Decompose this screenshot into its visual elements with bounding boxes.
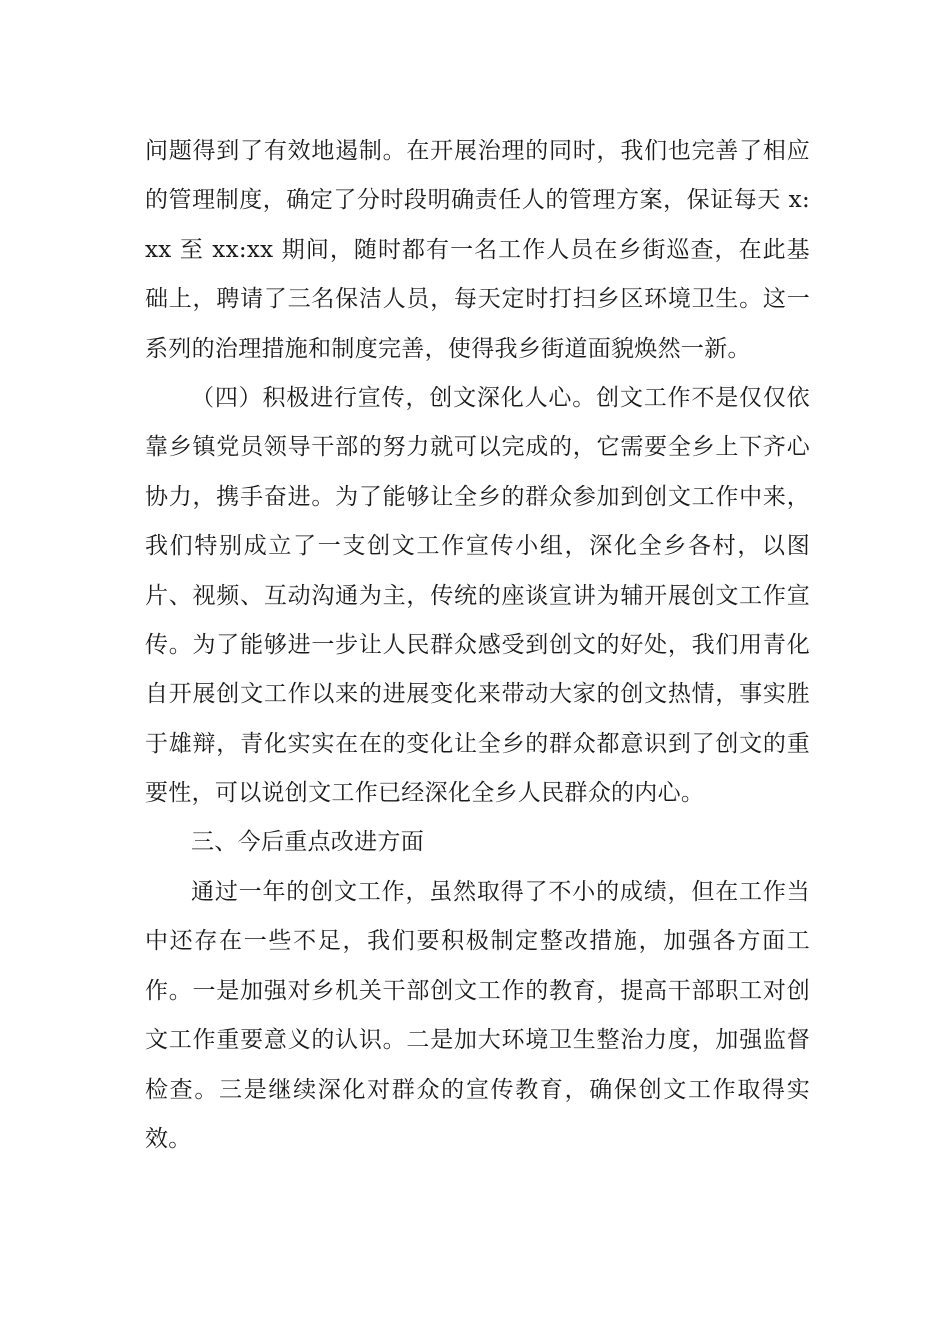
body-paragraph-continuation: 问题得到了有效地遏制。在开展治理的同时，我们也完善了相应的管理制度，确定了分时段明确责任人的管理方案，保证每天 x:xx 至 xx:xx 期间，随时都有一名工作人员在乡街巡查，在此基础上，聘请了三名保洁人员，每天定时打扫乡区环境卫生。这一系列的治理措施和制度完善，使得我乡街道面貌焕然一新。 (145, 138, 810, 362)
section-heading: 三、今后重点改进方面 (191, 829, 424, 855)
body-paragraph-publicity: （四）积极进行宣传，创文深化人心。创文工作不是仅仅依靠乡镇党员领导干部的努力就可以完成的，它需要全乡上下齐心协力，携手奋进。为了能够让全乡的群众参加到创文工作中来，我们特别成立了一支创文工作宣传小组，深化全乡各村，以图片、视频、互动沟通为主，传统的座谈宣讲为辅开展创文工作宣传。为了能够进一步让人民群众感受到创文的好处，我们用青化自开展创文工作以来的进展变化来带动大家的创文热情，事实胜于雄辩，青化实实在在的变化让全乡的群众都意识到了创文的重要性，可以说创文工作已经深化全乡人民群众的内心。 (145, 385, 810, 807)
body-paragraph-improvements: 通过一年的创文工作，虽然取得了不小的成绩，但在工作当中还存在一些不足，我们要积极制定整改措施，加强各方面工作。一是加强对乡机关干部创文工作的教育，提高干部职工对创文工作重要意义的认识。二是加大环境卫生整治力度，加强监督检查。三是继续深化对群众的宣传教育，确保创文工作取得实效。 (145, 879, 810, 1153)
